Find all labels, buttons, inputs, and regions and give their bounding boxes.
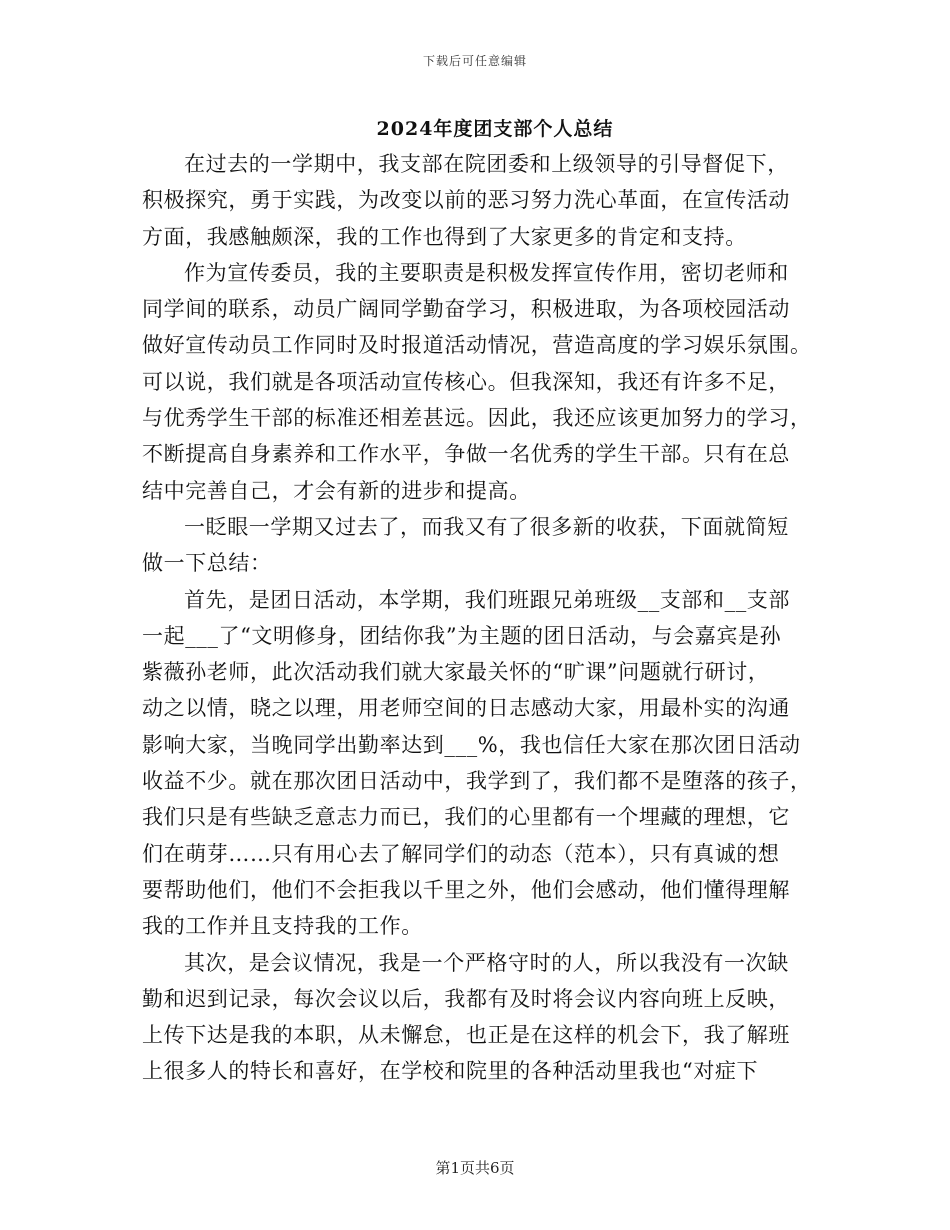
- paragraph-line: 影响大家，当晚同学出勤率达到___%，我也信任大家在那次团日活动: [142, 732, 801, 757]
- page-header-note: 下载后可任意编辑: [422, 54, 527, 68]
- page-number-footer: 第1页共6页: [435, 1159, 515, 1177]
- paragraph-line: 与优秀学生干部的标准还相差甚远。因此，我还应该更加努力的学习，: [142, 406, 812, 431]
- paragraph-line: 积极探究，勇于实践，为改变以前的恶习努力洗心革面，在宣传活动: [142, 188, 790, 213]
- paragraph-line: 勤和迟到记录，每次会议以后，我都有及时将会议内容向班上反映，: [142, 986, 790, 1011]
- paragraph-line: 作为宣传委员，我的主要职责是积极发挥宣传作用，密切老师和: [184, 260, 789, 285]
- paragraph-line: 其次，是会议情况，我是一个严格守时的人，所以我没有一次缺: [184, 950, 789, 975]
- paragraph-line: 一眨眼一学期又过去了，而我又有了很多新的收获，下面就简短: [184, 514, 789, 539]
- paragraph-line: 要帮助他们，他们不会拒我以千里之外，他们会感动，他们懂得理解: [142, 877, 790, 902]
- paragraph-line: 我的工作并且支持我的工作。: [142, 914, 423, 939]
- paragraph-line: 首先，是团日活动，本学期，我们班跟兄弟班级__支部和__支部: [184, 587, 790, 612]
- paragraph-line: 们在萌芽……只有用心去了解同学们的动态（范本），只有真诚的想: [142, 841, 780, 866]
- paragraph-line: 结中完善自己，才会有新的进步和提高。: [142, 478, 531, 503]
- paragraph-line: 收益不少。就在那次团日活动中，我学到了，我们都不是堕落的孩子，: [142, 769, 812, 794]
- paragraph-line: 不断提高自身素养和工作水平，争做一名优秀的学生干部。只有在总: [142, 442, 790, 467]
- paragraph-line: 做好宣传动员工作同时及时报道活动情况，营造高度的学习娱乐氛围。: [142, 333, 812, 358]
- paragraph-line: 做一下总结：: [142, 551, 272, 576]
- paragraph-line: 紫薇孙老师，此次活动我们就大家最关怀的“旷课”问题就行研讨，: [142, 660, 770, 685]
- paragraph-line: 一起___了“文明修身，团结你我”为主题的团日活动，与会嘉宾是孙: [142, 623, 782, 648]
- paragraph-line: 方面，我感触颇深，我的工作也得到了大家更多的肯定和支持。: [142, 224, 747, 249]
- paragraph-line: 同学间的联系，动员广阔同学勤奋学习，积极进取，为各项校园活动: [142, 297, 790, 322]
- paragraph-line: 可以说，我们就是各项活动宣传核心。但我深知，我还有许多不足，: [142, 369, 790, 394]
- paragraph-line: 上很多人的特长和喜好，在学校和院里的各种活动里我也“对症下: [142, 1059, 759, 1084]
- paragraph-line: 我们只是有些缺乏意志力而已，我们的心里都有一个埋藏的理想，它: [142, 805, 790, 830]
- paragraph-line: 在过去的一学期中，我支部在院团委和上级领导的引导督促下，: [184, 152, 789, 176]
- document-title: 2024年度团支部个人总结: [376, 118, 614, 140]
- paragraph-line: 动之以情，晓之以理，用老师空间的日志感动大家，用最朴实的沟通: [142, 696, 790, 721]
- document-body: [142, 146, 810, 1090]
- paragraph-line: 上传下达是我的本职，从未懈怠，也正是在这样的机会下，我了解班: [142, 1023, 790, 1048]
